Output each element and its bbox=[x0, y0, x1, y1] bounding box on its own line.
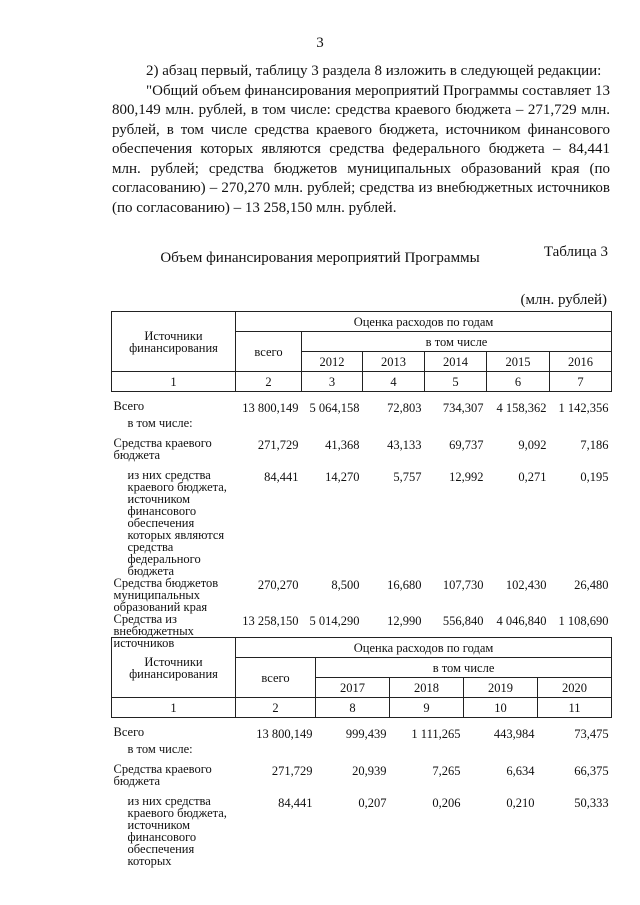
year-header: 2013 bbox=[363, 352, 425, 372]
cell: 999,439 bbox=[345, 727, 387, 741]
col-number: 7 bbox=[550, 372, 612, 392]
cell: 13 800,149 bbox=[242, 401, 299, 415]
cell: 12,992 bbox=[449, 470, 484, 484]
cell: 1 108,690 bbox=[558, 614, 609, 628]
col-number: 8 bbox=[316, 698, 390, 718]
header-incl: в том числе bbox=[302, 332, 612, 352]
row-label: Всего bbox=[113, 399, 145, 413]
table-title: Объем финансирования мероприятий Программы bbox=[160, 250, 480, 266]
col-number: 1 bbox=[112, 698, 236, 718]
financing-table-2012-2016 bbox=[111, 311, 612, 649]
cell: 72,803 bbox=[387, 401, 422, 415]
col-number: 10 bbox=[464, 698, 538, 718]
col-number: 6 bbox=[487, 372, 550, 392]
cell: 4 158,362 bbox=[496, 401, 547, 415]
header-source: Источники финансирования bbox=[112, 638, 236, 698]
cell: 73,475 bbox=[574, 727, 609, 741]
row-label: Средства из внебюджетных источников bbox=[113, 612, 194, 650]
cell: 0,210 bbox=[506, 796, 535, 810]
cell: 8,500 bbox=[331, 578, 360, 592]
cell: 443,984 bbox=[493, 727, 535, 741]
header-total: всего bbox=[236, 658, 316, 698]
cell: 6,634 bbox=[506, 764, 535, 778]
table-row bbox=[112, 437, 612, 469]
cell: 84,441 bbox=[264, 470, 299, 484]
col-number: 11 bbox=[538, 698, 612, 718]
col-number: 2 bbox=[236, 372, 302, 392]
row-label: в том числе: bbox=[127, 416, 193, 430]
table-row bbox=[112, 400, 612, 417]
cell: 43,133 bbox=[387, 438, 422, 452]
row-label: из них средства краевого бюджета, источником финансового обеспечения которых являются средства федерального бюджета bbox=[127, 468, 227, 578]
cell: 0,195 bbox=[580, 470, 609, 484]
cell: 14,270 bbox=[325, 470, 360, 484]
col-number: 1 bbox=[112, 372, 236, 392]
cell: 5,757 bbox=[393, 470, 422, 484]
row-label: Средства бюджетов муниципальных образований края bbox=[113, 576, 219, 614]
intro-paragraph bbox=[112, 62, 610, 218]
cell: 7,265 bbox=[432, 764, 461, 778]
cell: 556,840 bbox=[442, 614, 484, 628]
year-header: 2017 bbox=[316, 678, 390, 698]
year-header: 2014 bbox=[425, 352, 487, 372]
cell: 270,270 bbox=[257, 578, 299, 592]
cell: 734,307 bbox=[442, 401, 484, 415]
cell: 5 064,158 bbox=[309, 401, 360, 415]
table-row bbox=[112, 577, 612, 613]
col-number: 2 bbox=[236, 698, 316, 718]
cell: 50,333 bbox=[574, 796, 609, 810]
col-number: 4 bbox=[363, 372, 425, 392]
page-number: 3 bbox=[316, 35, 324, 51]
cell: 1 111,265 bbox=[411, 727, 461, 741]
cell: 271,729 bbox=[271, 764, 313, 778]
year-header: 2015 bbox=[487, 352, 550, 372]
cell: 12,990 bbox=[387, 614, 422, 628]
cell: 4 046,840 bbox=[496, 614, 547, 628]
year-header: 2012 bbox=[302, 352, 363, 372]
row-label: Средства краевого бюджета bbox=[113, 762, 212, 788]
table-row bbox=[112, 469, 612, 577]
col-number: 5 bbox=[425, 372, 487, 392]
row-label: из них средства краевого бюджета, источником финансового обеспечения которых bbox=[127, 794, 227, 868]
table-row bbox=[112, 795, 612, 867]
cell: 16,680 bbox=[387, 578, 422, 592]
intro-quote: "Общий объем финансирования мероприятий Программы составляет 13 800,149 млн. рублей, в том числе: средства краевого бюджета – 271,729 млн. рублей, в том числе средства краевого бюджета, источником финансового обеспечения которых являются средства федерального бюджета – 84,441 млн. рублей; средства бюджетов муниципальных образований края (по согласованию) – 270,270 млн. рублей; средства из внебюджетных источников (по согласованию) – 13 258,150 млн. рублей. bbox=[112, 82, 610, 216]
cell: 1 142,356 bbox=[558, 401, 609, 415]
cell: 26,480 bbox=[574, 578, 609, 592]
cell: 7,186 bbox=[580, 438, 609, 452]
cell: 271,729 bbox=[257, 438, 299, 452]
table-label: Таблица 3 bbox=[543, 244, 608, 260]
cell: 69,737 bbox=[449, 438, 484, 452]
year-header: 2019 bbox=[464, 678, 538, 698]
cell: 84,441 bbox=[278, 796, 313, 810]
header-estimate: Оценка расходов по годам bbox=[236, 312, 612, 332]
year-header: 2018 bbox=[390, 678, 464, 698]
col-number: 3 bbox=[302, 372, 363, 392]
cell: 0,271 bbox=[518, 470, 547, 484]
col-number: 9 bbox=[390, 698, 464, 718]
header-estimate: Оценка расходов по годам bbox=[236, 638, 612, 658]
table-row bbox=[112, 417, 612, 437]
cell: 102,430 bbox=[505, 578, 547, 592]
financing-table-2017-2020 bbox=[111, 637, 612, 867]
table-row bbox=[112, 726, 612, 743]
table-row bbox=[112, 763, 612, 795]
unit-label: (млн. рублей) bbox=[520, 292, 607, 308]
cell: 5 014,290 bbox=[309, 614, 360, 628]
intro-line: 2) абзац первый, таблицу 3 раздела 8 изложить в следующей редакции: bbox=[146, 63, 602, 79]
header-source: Источники финансирования bbox=[112, 312, 236, 372]
cell: 9,092 bbox=[518, 438, 547, 452]
cell: 41,368 bbox=[325, 438, 360, 452]
cell: 107,730 bbox=[442, 578, 484, 592]
header-total: всего bbox=[236, 332, 302, 372]
year-header: 2016 bbox=[550, 352, 612, 372]
row-label: Всего bbox=[113, 725, 145, 739]
header-incl: в том числе bbox=[316, 658, 612, 678]
cell: 13 258,150 bbox=[242, 614, 299, 628]
row-label: в том числе: bbox=[127, 742, 193, 756]
cell: 0,207 bbox=[358, 796, 387, 810]
cell: 66,375 bbox=[574, 764, 609, 778]
cell: 13 800,149 bbox=[256, 727, 313, 741]
year-header: 2020 bbox=[538, 678, 612, 698]
cell: 20,939 bbox=[352, 764, 387, 778]
cell: 0,206 bbox=[432, 796, 461, 810]
row-label: Средства краевого бюджета bbox=[113, 436, 212, 462]
table-row bbox=[112, 743, 612, 763]
